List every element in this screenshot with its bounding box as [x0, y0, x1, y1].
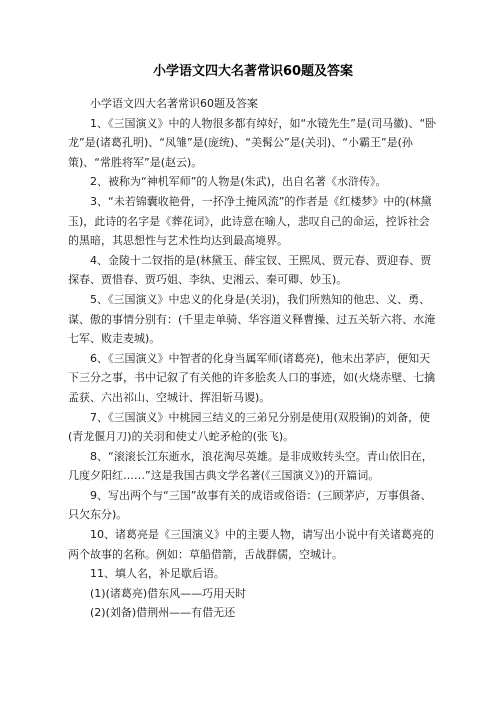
paragraph-q4: 4、金陵十二钗指的是(林黛玉、薛宝钗、王熙凤、贾元春、贾迎春、贾探春、贾惜春、贾巧姐、李纨、史湘云、秦可卿、妙玉)。	[68, 253, 432, 287]
document-body	[68, 94, 438, 623]
paragraph-q10: 10、诸葛亮是《三国演义》中的主要人物，请写出小说中有关诸葛亮的两个故事的名称。例如：草船借箭，舌战群儒，空城计。	[68, 528, 434, 561]
paragraph-q5: 5、《三国演义》中忠义的化身是(关羽)，我们所熟知的他忠、义、勇、谋、傲的事情分别有：(千里走单骑、华容道义释曹操、过五关斩六将、水淹七军、败走麦城)。	[68, 292, 436, 346]
paragraph-q11-item-2: (2)(刘备)借荆州——有借无还	[90, 606, 236, 620]
paragraph-q9: 9、写出两个与“三国”故事有关的成语或俗语：(三顾茅庐，万事俱备、只欠东分)。	[68, 488, 432, 522]
document-title: 小学语文四大名著常识60题及答案	[152, 64, 354, 79]
paragraph-q3: 3、“未若锦囊收艳骨，一抔净土掩风流”的作者是《红楼梦》中的(林黛玉)，此诗的名字是《葬花词》，此诗意在喻人，悲叹自己的命运，控诉社会的黑暗，其思想性与艺术性均达到最高境界。	[68, 194, 432, 248]
paragraph-q1: 1、《三国演义》中的人物很多都有绰好，如“水镜先生”是(司马徽)、“卧龙”是(诸葛孔明)、“凤雏”是(庞统)、“美髯公”是(关羽)、“小霸王”是(孙策)、“常胜将军”是(赵云)。	[68, 116, 437, 169]
paragraph-subtitle: 小学语文四大名著常识60题及答案	[90, 97, 258, 110]
paragraph-q8: 8、“滚滚长江东逝水，浪花淘尽英雄。是非成败转头空。青山依旧在，几度夕阳红……”这是我国古典文学名著(《三国演义》)的开篇词。	[68, 449, 433, 483]
paragraph-q2: 2、被称为“神机军师”的人物是(朱武)，出自名著《水浒传》。	[90, 175, 387, 189]
paragraph-q11: 11、填人名，补足歇后语。	[90, 567, 225, 581]
paragraph-q7: 7、《三国演义》中桃园三结义的三弟兄分别是使用(双股锏)的刘备，使(青龙偃月刀)的关羽和使丈八蛇矛枪的(张飞)。	[68, 410, 431, 444]
paragraph-q6: 6、《三国演义》中智者的化身当属军师(诸葛亮)，他未出茅庐，便知天下三分之事，书中记叙了有关他的许多脍炙人口的事迹，如(火烧赤壁、七擒孟获、六出祁山、空城计、挥泪斩马谡)。	[68, 351, 436, 404]
paragraph-q11-item-1: (1)(诸葛亮)借东风——巧用天时	[90, 586, 247, 600]
